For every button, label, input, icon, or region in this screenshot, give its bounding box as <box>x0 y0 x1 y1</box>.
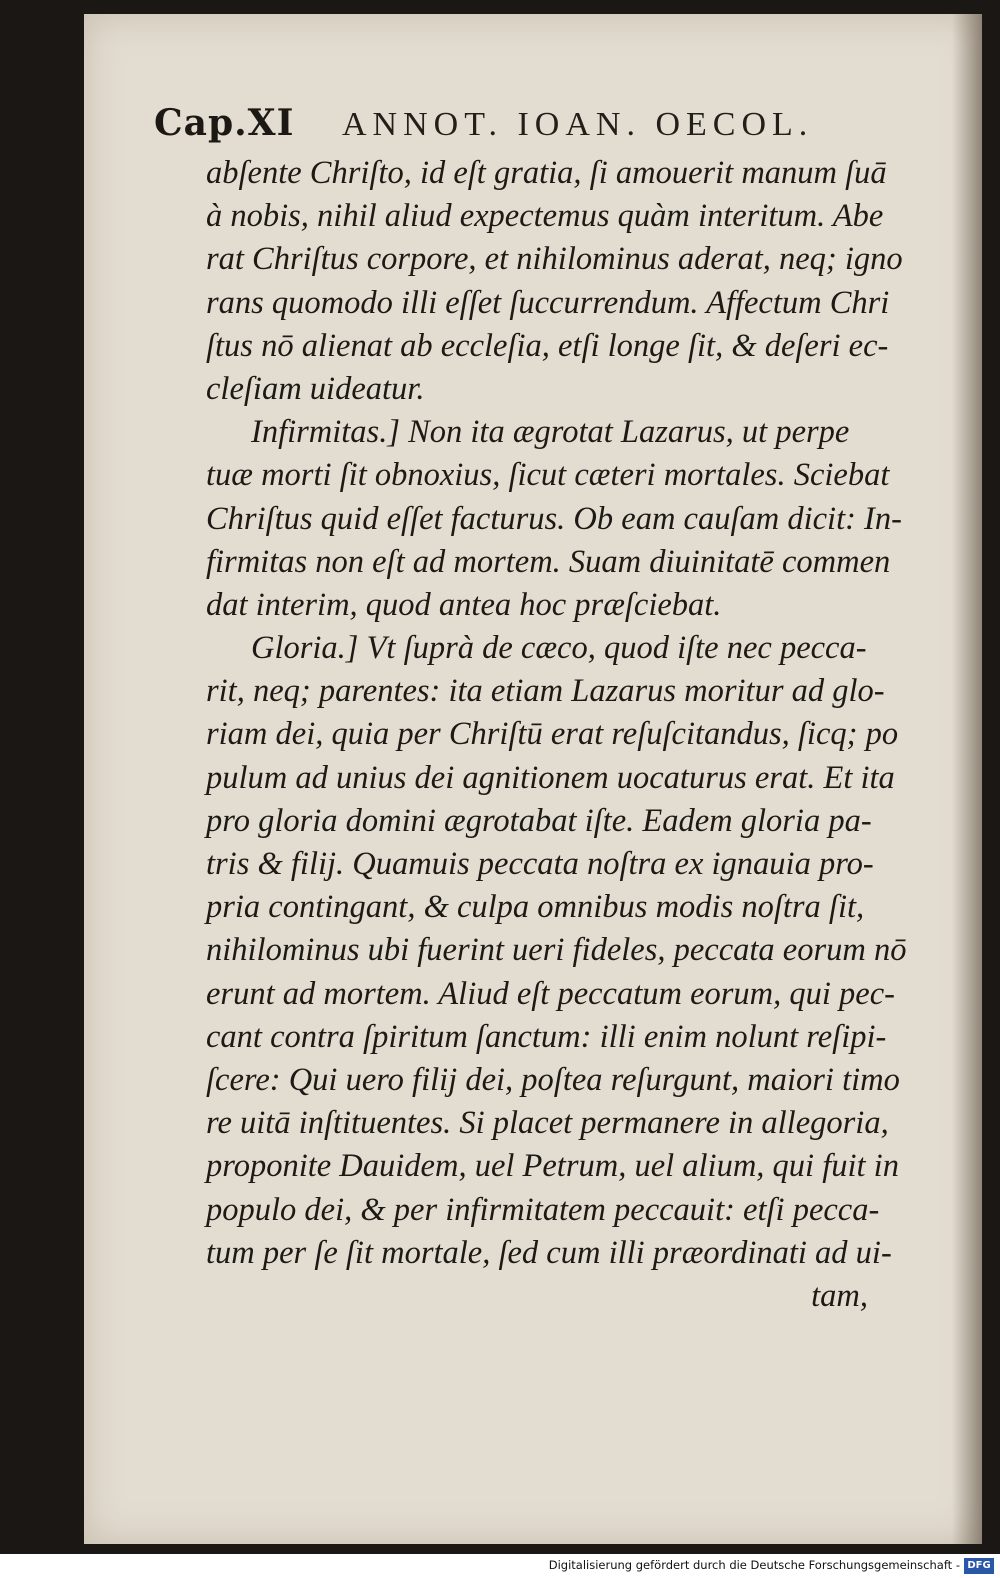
text-line: proponite Dauidem, uel Petrum, uel alium, qui fuit in <box>206 1148 899 1185</box>
text-line: populo dei, & per infirmitatem peccauit: etſi pecca- <box>206 1191 880 1228</box>
text-line: ſcere: Qui uero filij dei, poſtea reſurgunt, maiori timo <box>206 1061 900 1098</box>
text-line: ſtus nō alienat ab eccleſia, etſi longe ſit, & deſeri ec- <box>206 327 889 364</box>
paragraph-start-line: Infirmitas.] Non ita ægrotat Lazarus, ut perpe <box>251 414 850 451</box>
text-line: riam dei, quia per Chriſtū erat reſuſcitandus, ſicq; po <box>206 716 899 753</box>
footer-bar <box>0 1554 1000 1578</box>
text-line: pulum ad unius dei agnitionem uocaturus erat. Et ita <box>206 759 895 796</box>
text-line: à nobis, nihil aliud expectemus quàm interitum. Abe <box>206 198 884 235</box>
chapter-marker: Cap.XI <box>154 102 295 144</box>
dfg-logo[interactable]: DFG <box>964 1558 994 1574</box>
body-text <box>206 152 907 1318</box>
page-edge-shadow <box>952 14 982 1544</box>
text-line: tum per ſe ſit mortale, ſed cum illi præordinati ad ui- <box>206 1234 892 1271</box>
text-line: erunt ad mortem. Aliud eſt peccatum eorum, qui pec- <box>206 975 895 1012</box>
text-line: tuæ morti ſit obnoxius, ſicut cæteri mortales. Sciebat <box>206 457 890 494</box>
running-head <box>154 102 974 152</box>
paragraph-start-line: Gloria.] Vt ſuprà de cæco, quod iſte nec pecca- <box>251 630 867 667</box>
funding-credit: Digitalisierung gefördert durch die Deutsche Forschungsgemeinschaft - <box>548 1558 960 1572</box>
text-line: abſente Chriſto, id eſt gratia, ſi amouerit manum ſuā <box>206 155 887 191</box>
running-title: ANNOT. IOAN. OECOL. <box>342 106 814 143</box>
text-line: cleſiam uideatur. <box>206 370 425 407</box>
text-line: nihilominus ubi fuerint ueri fideles, peccata eorum nō <box>206 932 907 969</box>
text-line: pria contingant, & culpa omnibus modis noſtra ſit, <box>206 889 865 926</box>
text-line: dat interim, quod antea hoc præſciebat. <box>206 586 722 623</box>
text-line: Chriſtus quid eſſet facturus. Ob eam cauſam dicit: In- <box>206 500 902 537</box>
text-line: cant contra ſpiritum ſanctum: illi enim nolunt reſipi- <box>206 1018 887 1055</box>
text-line: re uitā inſtituentes. Si placet permanere in allegoria, <box>206 1105 889 1142</box>
text-line: tris & filij. Quamuis peccata noſtra ex ignauia pro- <box>206 846 874 882</box>
text-line: rat Chriſtus corpore, et nihilominus aderat, neq; igno <box>206 241 903 278</box>
text-line: pro gloria domini ægrotabat iſte. Eadem gloria pa- <box>206 802 872 839</box>
text-line: rans quomodo illi eſſet ſuccurrendum. Affectum Chri <box>206 284 890 321</box>
catchword: tam, <box>811 1277 868 1314</box>
text-line: rit, neq; parentes: ita etiam Lazarus moritur ad glo- <box>206 673 885 710</box>
text-line: firmitas non eſt ad mortem. Suam diuinitatē commen <box>206 543 891 580</box>
